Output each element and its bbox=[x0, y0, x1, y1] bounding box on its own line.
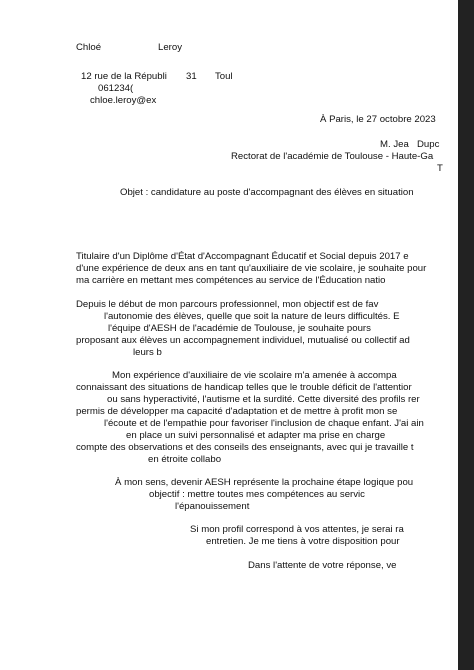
paragraph-3-line: compte des observations et des conseils des enseignants, avec qui je travaille t bbox=[76, 442, 414, 453]
paragraph-3-line: Mon expérience d'auxiliaire de vie scolaire m'a amenée à accompa bbox=[112, 370, 397, 381]
paragraph-3-line: en place un suivi personnalisé et adapter ma prise en charge bbox=[126, 430, 386, 441]
recipient-organization: Rectorat de l'académie de Toulouse - Haute-Ga bbox=[231, 151, 434, 162]
paragraph-3-line: ou sans hyperactivité, l'autisme et la surdité. Cette diversité des profils rer bbox=[107, 394, 420, 405]
paragraph-4-line: l'épanouissement bbox=[175, 501, 250, 512]
subject-line: Objet : candidature au poste d'accompagnant des élèves en situation bbox=[120, 187, 414, 198]
paragraph-2-line: l'équipe d'AESH de l'académie de Toulouse, je souhaite pours bbox=[108, 323, 371, 334]
paragraph-5-line: entretien. Je me tiens à votre disposition pour bbox=[206, 536, 400, 547]
viewer-edge bbox=[458, 0, 474, 670]
paragraph-1-line: ma carrière en mettant mes compétences au service de l'Éducation natio bbox=[76, 275, 386, 286]
paragraph-3-line: permis de développer ma capacité d'adaptation et de mettre à profit mon se bbox=[76, 406, 398, 417]
paragraph-3-line: connaissant des situations de handicap telles que le trouble déficit de l'attentior bbox=[76, 382, 412, 393]
paragraph-1-line: d'une expérience de deux ans en tant qu'auxiliaire de vie scolaire, je souhaite pour bbox=[76, 263, 427, 274]
recipient-title: M. Jea bbox=[380, 139, 409, 150]
sender-phone: 061234( bbox=[98, 83, 134, 94]
paragraph-3-line: l'écoute et de l'empathie pour favoriser l'inclusion de chaque enfant. J'ai ain bbox=[104, 418, 424, 429]
paragraph-4-line: À mon sens, devenir AESH représente la prochaine étape logique pou bbox=[115, 477, 414, 488]
paragraph-2-line: l'autonomie des élèves, quelle que soit la nature de leurs difficultés. E bbox=[104, 311, 400, 322]
sender-street: 12 rue de la Républi bbox=[81, 71, 167, 82]
paragraph-4-line: objectif : mettre toutes mes compétences au servic bbox=[149, 489, 365, 500]
recipient-line3: T bbox=[437, 163, 443, 174]
paragraph-3-line: en étroite collabo bbox=[148, 454, 222, 465]
paragraph-2-line: Depuis le début de mon parcours professionnel, mon objectif est de fav bbox=[76, 299, 379, 310]
closing-line: Dans l'attente de votre réponse, ve bbox=[248, 560, 397, 571]
date-place: À Paris, le 27 octobre 2023 bbox=[320, 114, 436, 125]
paragraph-1-line: Titulaire d'un Diplôme d'État d'Accompagnant Éducatif et Social depuis 2017 e bbox=[76, 251, 409, 262]
paragraph-5-line: Si mon profil correspond à vos attentes, je serai ra bbox=[190, 524, 404, 535]
paragraph-2-line: leurs b bbox=[133, 347, 162, 358]
sender-first-name: Chloé bbox=[76, 42, 102, 53]
paragraph-2-line: proposant aux élèves un accompagnement individuel, mutualisé ou collectif ad bbox=[76, 335, 410, 346]
recipient-surname: Dupc bbox=[417, 139, 440, 150]
sender-email: chloe.leroy@ex bbox=[90, 95, 157, 106]
sender-postal-code: 31 bbox=[186, 71, 197, 82]
sender-city: Toul bbox=[215, 71, 233, 82]
sender-last-name: Leroy bbox=[158, 42, 182, 53]
